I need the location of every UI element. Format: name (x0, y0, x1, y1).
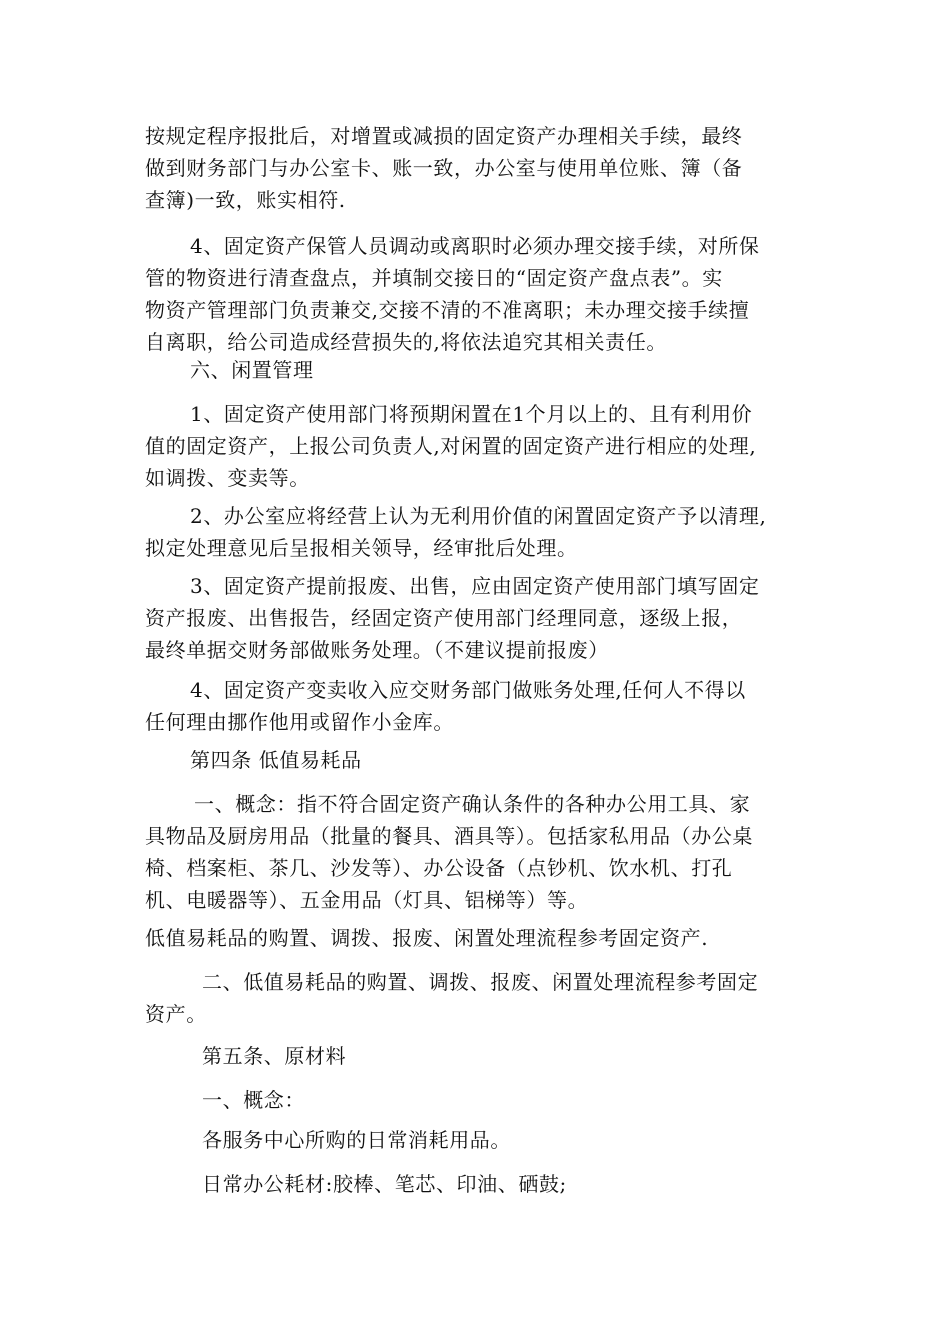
text-line: 机、电暖器等）、五金用品（灯具、铝梯等）等。 (145, 888, 589, 912)
text-line: 最终单据交财务部做账务处理。（不建议提前报废） (145, 638, 609, 662)
text-line: 查簿)一致，账实相符. (145, 188, 346, 212)
text-line: 1、固定资产使用部门将预期闲置在1个月以上的、且有利用价 (190, 402, 753, 426)
text-line: 任何理由挪作他用或留作小金库。 (145, 710, 454, 734)
section-heading: 六、闲置管理 (190, 358, 314, 382)
text-line: 日常办公耗材:胶棒、笔芯、印油、硒鼓; (202, 1172, 567, 1196)
article-heading: 第五条、原材料 (202, 1044, 347, 1068)
text-line: 一、概念：指不符合固定资产确认条件的各种办公用工具、家 (194, 792, 751, 816)
text-line: 2、办公室应将经营上认为无利用价值的闲置固定资产予以清理, (190, 504, 767, 528)
text-line: 4、固定资产保管人员调动或离职时必须办理交接手续，对所保 (190, 234, 760, 258)
text-line: 二、低值易耗品的购置、调拨、报废、闲置处理流程参考固定 (202, 970, 759, 994)
text-line: 资产报废、出售报告，经固定资产使用部门经理同意，逐级上报， (145, 606, 743, 630)
text-line: 3、固定资产提前报废、出售，应由固定资产使用部门填写固定 (190, 574, 760, 598)
text-line: 具物品及厨房用品（批量的餐具、酒具等）。包括家私用品（办公桌 (145, 824, 753, 848)
article-heading: 第四条 低值易耗品 (190, 748, 362, 772)
text-line: 椅、档案柜、茶几、沙发等）、办公设备（点钞机、饮水机、打孔 (145, 856, 733, 880)
text-line: 4、固定资产变卖收入应交财务部门做账务处理,任何人不得以 (190, 678, 746, 702)
text-line: 按规定程序报批后，对增置或减损的固定资产办理相关手续，最终 (145, 124, 743, 148)
text-line: 物资产管理部门负责兼交,交接不清的不准离职；未办理交接手续擅 (145, 298, 750, 322)
text-line: 拟定处理意见后呈报相关领导，经审批后处理。 (145, 536, 578, 560)
text-line: 做到财务部门与办公室卡、账一致，办公室与使用单位账、簿（备 (145, 156, 743, 180)
text-line: 自离职，给公司造成经营损失的,将依法追究其相关责任。 (145, 330, 667, 354)
text-line: 如调拨、变卖等。 (145, 466, 310, 490)
text-line: 值的固定资产，上报公司负责人,对闲置的固定资产进行相应的处理, (145, 434, 757, 458)
text-line: 资产。 (145, 1002, 207, 1026)
section-heading: 一、概念： (202, 1088, 305, 1112)
text-line: 管的物资进行清查盘点，并填制交接日的“固定资产盘点表”。实 (145, 266, 723, 290)
text-line: 各服务中心所购的日常消耗用品。 (202, 1128, 511, 1152)
text-line: 低值易耗品的购置、调拨、报废、闲置处理流程参考固定资产. (145, 926, 709, 950)
